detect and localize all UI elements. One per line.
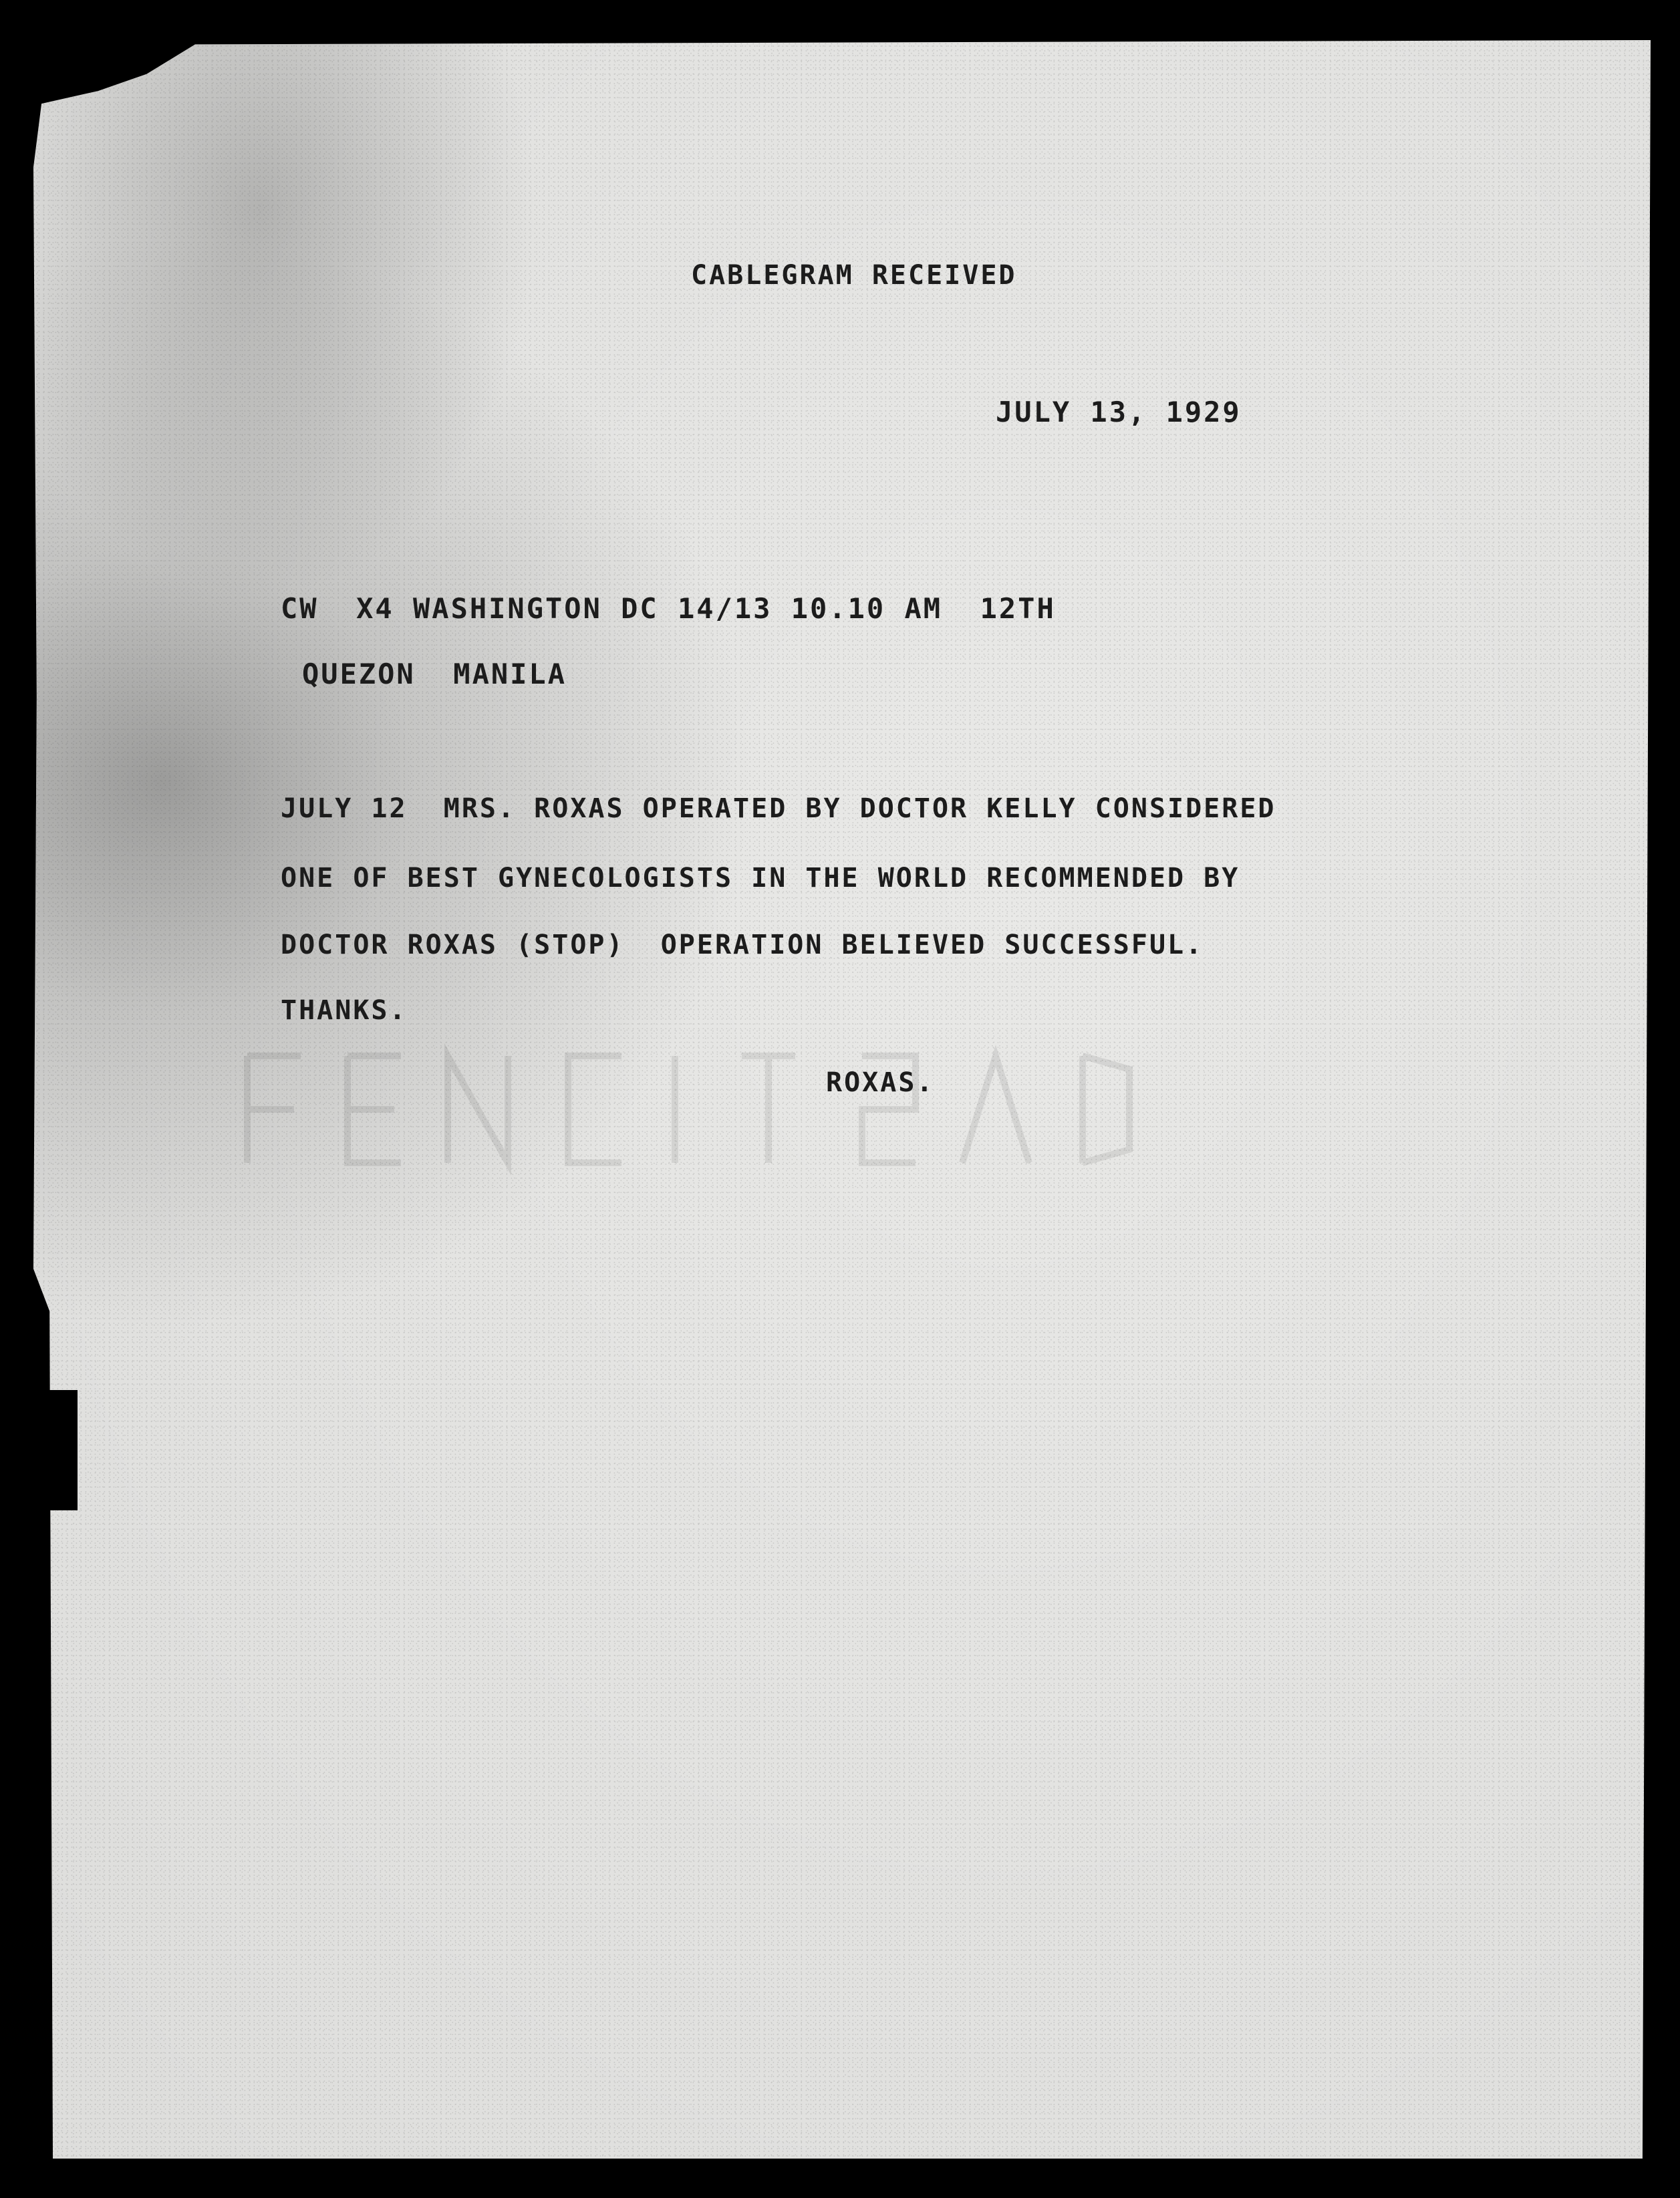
document-date: JULY 13, 1929 [996,396,1242,428]
signature: ROXAS. [826,1067,935,1098]
faint-watermark [221,1029,1423,1203]
recipient-line: QUEZON MANILA [302,658,567,690]
document-title: CABLEGRAM RECEIVED [691,260,1017,291]
message-line: JULY 12 MRS. ROXAS OPERATED BY DOCTOR KELLY CONSIDERED [281,793,1276,824]
message-line: THANKS. [281,995,408,1026]
message-line: DOCTOR ROXAS (STOP) OPERATION BELIEVED SUCCESSFUL. [281,930,1204,960]
message-line: ONE OF BEST GYNECOLOGISTS IN THE WORLD RECOMMENDED BY [281,863,1240,894]
binding-tab-mark [29,1390,78,1510]
routing-line: CW X4 WASHINGTON DC 14/13 10.10 AM 12TH [281,592,1056,625]
